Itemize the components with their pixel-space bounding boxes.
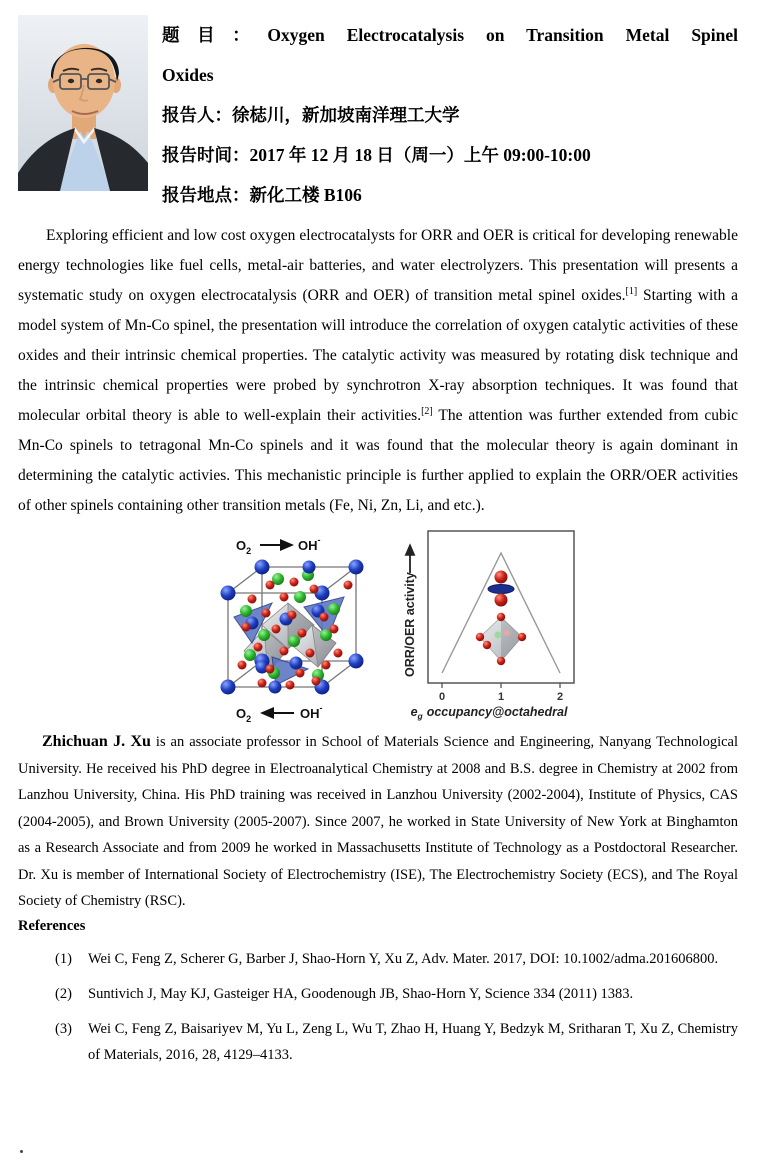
x-tick-0: 0 <box>438 691 446 703</box>
svg-text:OH-: OH- <box>298 535 321 553</box>
bio-text: is an associate professor in School of Materials Science and Engineering, Nanyang Technological University. He received his PhD degree in Electroanalytical Chemistry at 2008 and B.S. degree in Chemistry at 2002 from Lanzhou University, China. His PhD training was received in Lanzhou University (2002-2004), Institute of Physics, CAS (2004-2005), and Brown University (2005-2007). Since 2007, he worked in State University of New York at Binghamton as a Research Associate and from 2009 he worked in Massachusetts Institute of Technology as a Postdoctoral Researcher. Dr. Xu is member of International Society of Electrochemistry (ISE), The Electrochemistry Society (ECS), and The Royal Society of Chemistry (RSC). <box>18 734 739 909</box>
speaker-portrait-photo <box>18 15 148 191</box>
venue-line <box>162 175 738 215</box>
time-line <box>162 135 738 175</box>
title-line-2: Oxides <box>162 65 214 85</box>
time-label: 报告时间： <box>162 145 250 165</box>
abstract-text-3: The attention was further extended from cubic Mn-Co spinels to tetragonal Mn-Co spinels and it was found that the molecular theory is again dominant in determining the catalytic activies. This mechanistic principle is further applied to explain the ORR/OER activities of other spinels containing other transition metals (Fe, Ni, Zn, Li, and etc.). <box>18 407 738 514</box>
right-eye <box>96 79 102 83</box>
reference-number: (1) <box>55 950 72 967</box>
references-section <box>18 915 738 1068</box>
oer-reaction-label <box>236 703 323 723</box>
header-text-block <box>162 15 738 215</box>
references-heading: References <box>18 917 86 934</box>
speaker-line <box>162 95 738 135</box>
footnote-mark <box>20 1150 23 1153</box>
title-line-1 <box>162 15 738 55</box>
reference-item <box>18 946 738 972</box>
left-eye <box>68 79 74 83</box>
x-axis-label: $e_g$ occupancy@octahedral <box>410 705 568 721</box>
venue-value: 新化工楼 B106 <box>249 185 362 205</box>
x-tick-2: 2 <box>556 691 564 703</box>
title-label: 题目： <box>162 25 268 45</box>
spinel-crystal-structure-figure <box>176 525 388 723</box>
header-section <box>18 15 738 215</box>
figure <box>18 525 738 723</box>
reference-text: Suntivich J, May KJ, Gasteiger HA, Goodenough JB, Shao-Horn Y, Science 334 (2011) 1383. <box>88 985 634 1002</box>
reference-number: (3) <box>55 1020 72 1037</box>
svg-text:O2: $O_2$ <box>236 706 252 723</box>
reference-text: Wei C, Feng Z, Baisariyev M, Yu L, Zeng L, Wu T, Zhao H, Huang Y, Bedzyk M, Sritharan T, Xu Z, Chemistry of Materials, 2016, 28, 4129–4133. <box>88 1020 738 1063</box>
speaker-name-bold: Zhichuan J. Xu <box>42 733 151 750</box>
x-tick-1: 1 <box>497 691 505 703</box>
svg-text:O2: $O_2$ <box>236 538 252 556</box>
abstract-paragraph <box>18 221 738 521</box>
reference-item <box>18 981 738 1007</box>
y-axis-label <box>403 545 417 677</box>
svg-text:ORR/OER activity: ORR/OER activity <box>403 572 417 677</box>
octahedron-marker <box>476 613 526 665</box>
eg-orbital-marker <box>488 571 514 607</box>
title-text: Oxygen Electrocatalysis on Transition Metal Spinel <box>267 25 739 45</box>
abstract-text-1: Exploring efficient and low cost oxygen electrocatalysts for ORR and OER is critical for developing renewable energy technologies like fuel cells, metal-air batteries, and water electrolyzers. This presentation will presents a systematic study on oxygen electrocatalysis (ORR and OER) of transition metal spinel oxides. <box>18 227 738 304</box>
abstract-text-2: Starting with a model system of Mn-Co spinel, the presentation will introduce the correlation of oxygen catalytic activities of these oxides and their intrinsic chemical properties. The catalytic activity was measured by rotating disk technique and the intrinsic chemical properties were probed by synchrotron X-ray absorption techniques. It was found that molecular orbital theory is able to well-explain their activities. <box>18 287 738 424</box>
venue-label: 报告地点： <box>162 185 250 205</box>
speaker-label: 报告人： <box>162 105 232 125</box>
orr-reaction-label <box>236 535 321 556</box>
citation-1: [1] <box>625 285 638 297</box>
reference-text: Wei C, Feng Z, Scherer G, Barber J, Shao-Horn Y, Xu Z, Adv. Mater. 2017, DOI: 10.1002/adma.201606800. <box>88 950 719 967</box>
svg-text:OH-: OH- <box>300 703 323 721</box>
volcano-activity-plot <box>398 525 580 723</box>
bio-paragraph <box>18 729 738 915</box>
reference-item <box>18 1016 738 1068</box>
speaker-name: 徐梽川，新加坡南洋理工大学 <box>232 105 460 125</box>
citation-2: [2] <box>421 405 433 417</box>
time-value: 2017 年 12 月 18 日（周一）上午 09:00-10:00 <box>249 145 591 165</box>
reference-number: (2) <box>55 985 72 1002</box>
